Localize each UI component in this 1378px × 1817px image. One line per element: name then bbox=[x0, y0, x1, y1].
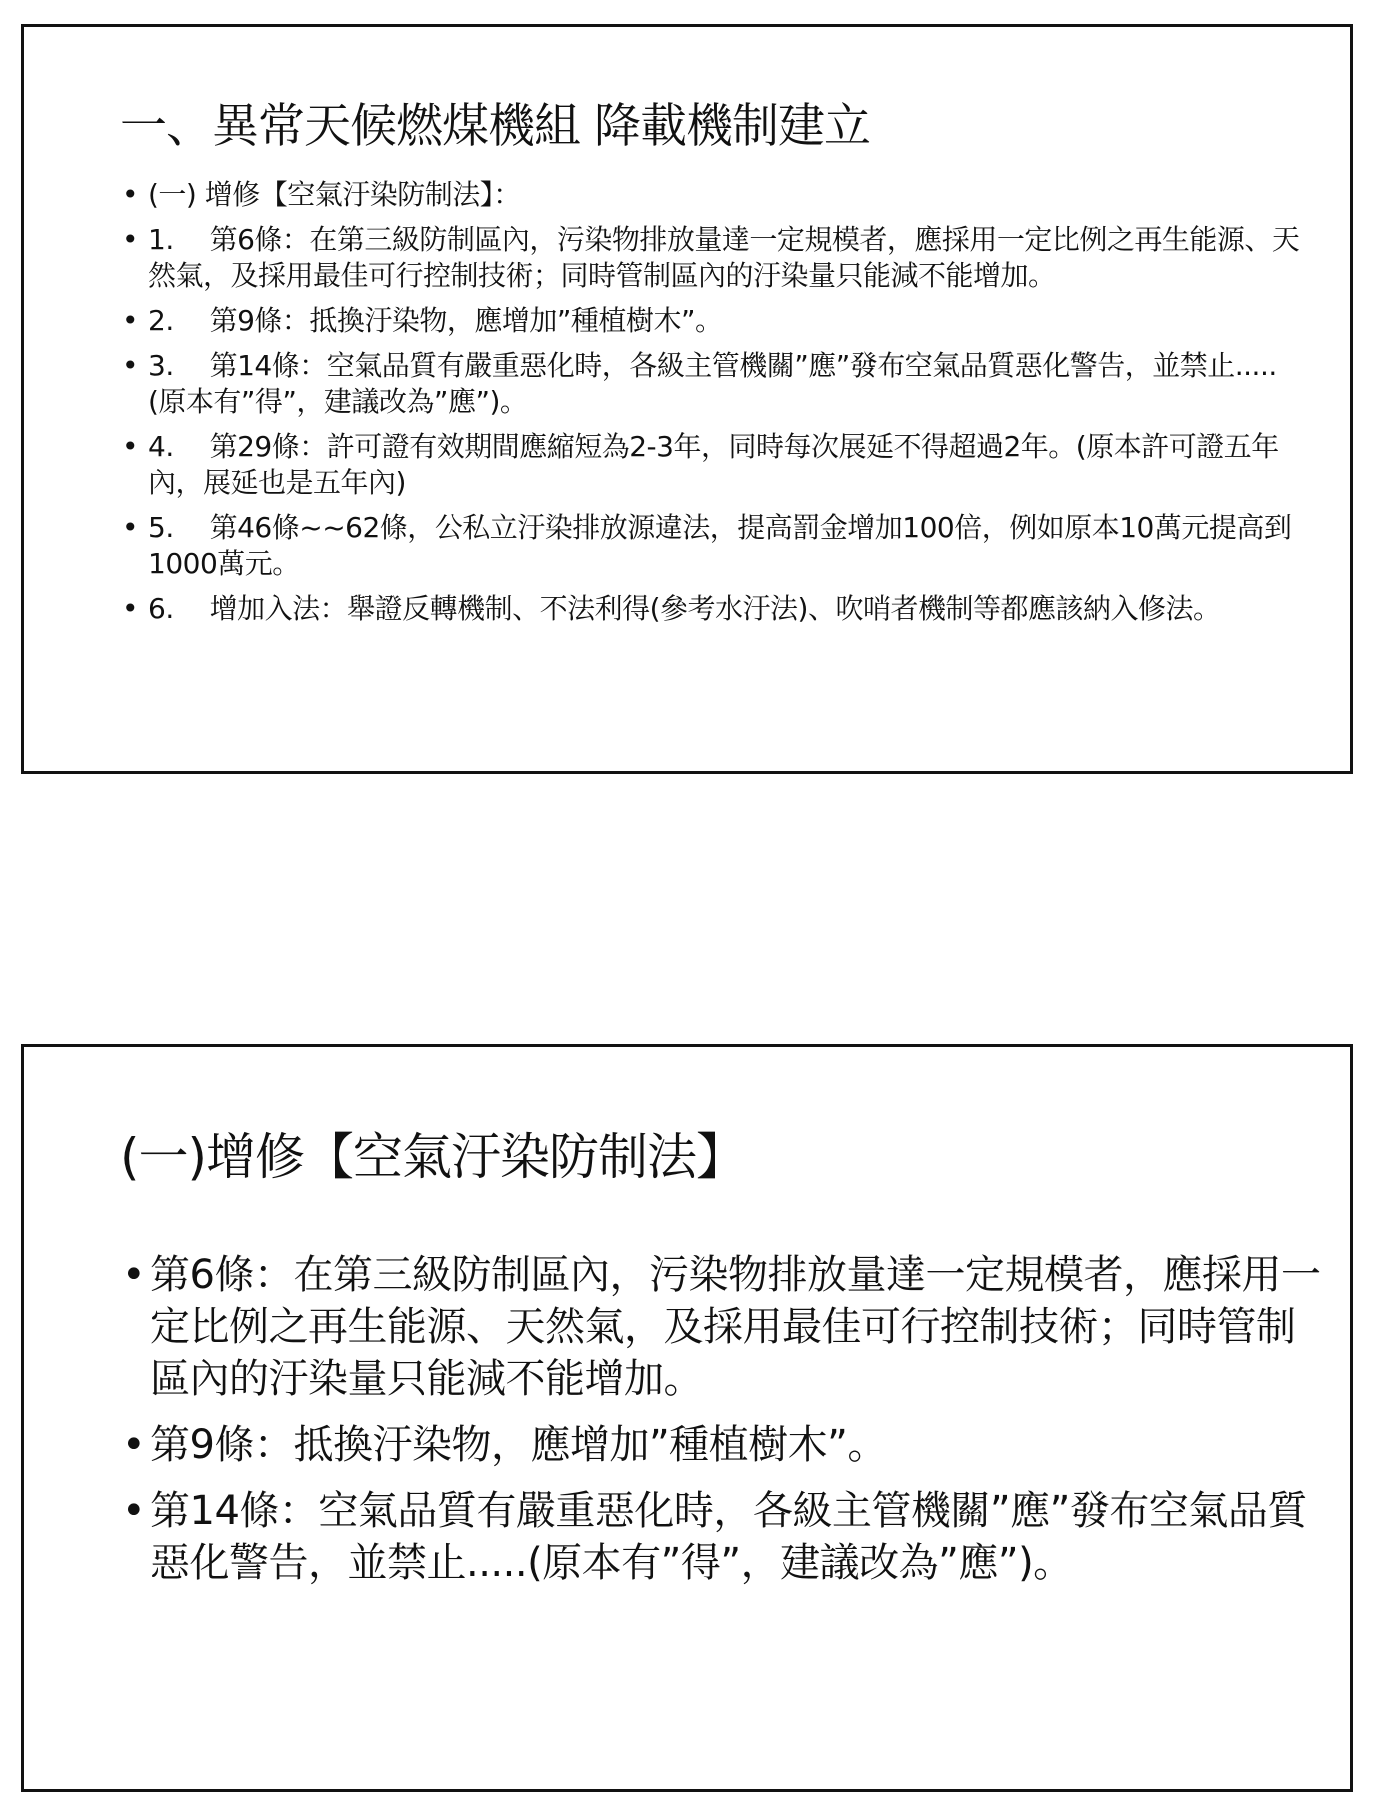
list-item bbox=[122, 591, 1302, 627]
list-item bbox=[122, 1249, 1322, 1405]
slide-1-title: 一、異常天候燃煤機組 降載機制建立 bbox=[120, 99, 870, 154]
bullet-icon: • bbox=[122, 1488, 146, 1534]
bullet-icon: • bbox=[122, 304, 139, 337]
bullet-icon: • bbox=[122, 430, 139, 463]
list-item bbox=[122, 429, 1302, 501]
slide-2 bbox=[21, 1044, 1353, 1792]
slide-2-title: (一)增修【空氣汙染防制法】 bbox=[120, 1128, 746, 1186]
bullet-text: 2. 第9條：抵換汙染物，應增加”種植樹木”。 bbox=[148, 304, 723, 337]
bullet-text: (一) 增修【空氣汙染防制法】： bbox=[148, 178, 521, 211]
bullet-icon: • bbox=[122, 1252, 146, 1298]
bullet-icon: • bbox=[122, 1422, 146, 1468]
list-item bbox=[122, 510, 1302, 582]
slide-1-bullet-list bbox=[122, 177, 1302, 636]
bullet-text: 4. 第29條：許可證有效期間應縮短為2-3年，同時每次展延不得超過2年。(原本許可證五年內，展延也是五年內) bbox=[148, 430, 1279, 499]
list-item bbox=[122, 303, 1302, 339]
list-item bbox=[122, 348, 1302, 420]
list-item bbox=[122, 1485, 1322, 1589]
bullet-text: 第6條：在第三級防制區內，污染物排放量達一定規模者，應採用一定比例之再生能源、天然氣，及採用最佳可行控制技術；同時管制區內的汙染量只能減不能增加。 bbox=[150, 1252, 1321, 1402]
bullet-icon: • bbox=[122, 511, 139, 544]
slide-2-bullet-list bbox=[122, 1249, 1322, 1603]
bullet-text: 3. 第14條：空氣品質有嚴重惡化時，各級主管機關”應”發布空氣品質惡化警告，並禁止.....(原本有”得”，建議改為”應”)。 bbox=[148, 349, 1277, 418]
bullet-text: 5. 第46條~~62條，公私立汙染排放源違法，提高罰金增加100倍，例如原本10萬元提高到1000萬元。 bbox=[148, 511, 1292, 580]
bullet-icon: • bbox=[122, 178, 139, 211]
bullet-text: 第9條：抵換汙染物，應增加”種植樹木”。 bbox=[150, 1422, 887, 1468]
list-item bbox=[122, 1419, 1322, 1471]
list-item bbox=[122, 177, 1302, 213]
bullet-text: 6. 增加入法：舉證反轉機制、不法利得(參考水汙法)、吹哨者機制等都應該納入修法。 bbox=[148, 592, 1221, 625]
bullet-icon: • bbox=[122, 349, 139, 382]
list-item bbox=[122, 222, 1302, 294]
bullet-icon: • bbox=[122, 223, 139, 256]
bullet-text: 第14條：空氣品質有嚴重惡化時，各級主管機關”應”發布空氣品質惡化警告，並禁止.....(原本有”得”，建議改為”應”)。 bbox=[150, 1488, 1307, 1586]
bullet-text: 1. 第6條：在第三級防制區內，污染物排放量達一定規模者，應採用一定比例之再生能源、天然氣，及採用最佳可行控制技術；同時管制區內的汙染量只能減不能增加。 bbox=[148, 223, 1300, 292]
bullet-icon: • bbox=[122, 592, 139, 625]
slide-1 bbox=[21, 24, 1353, 774]
